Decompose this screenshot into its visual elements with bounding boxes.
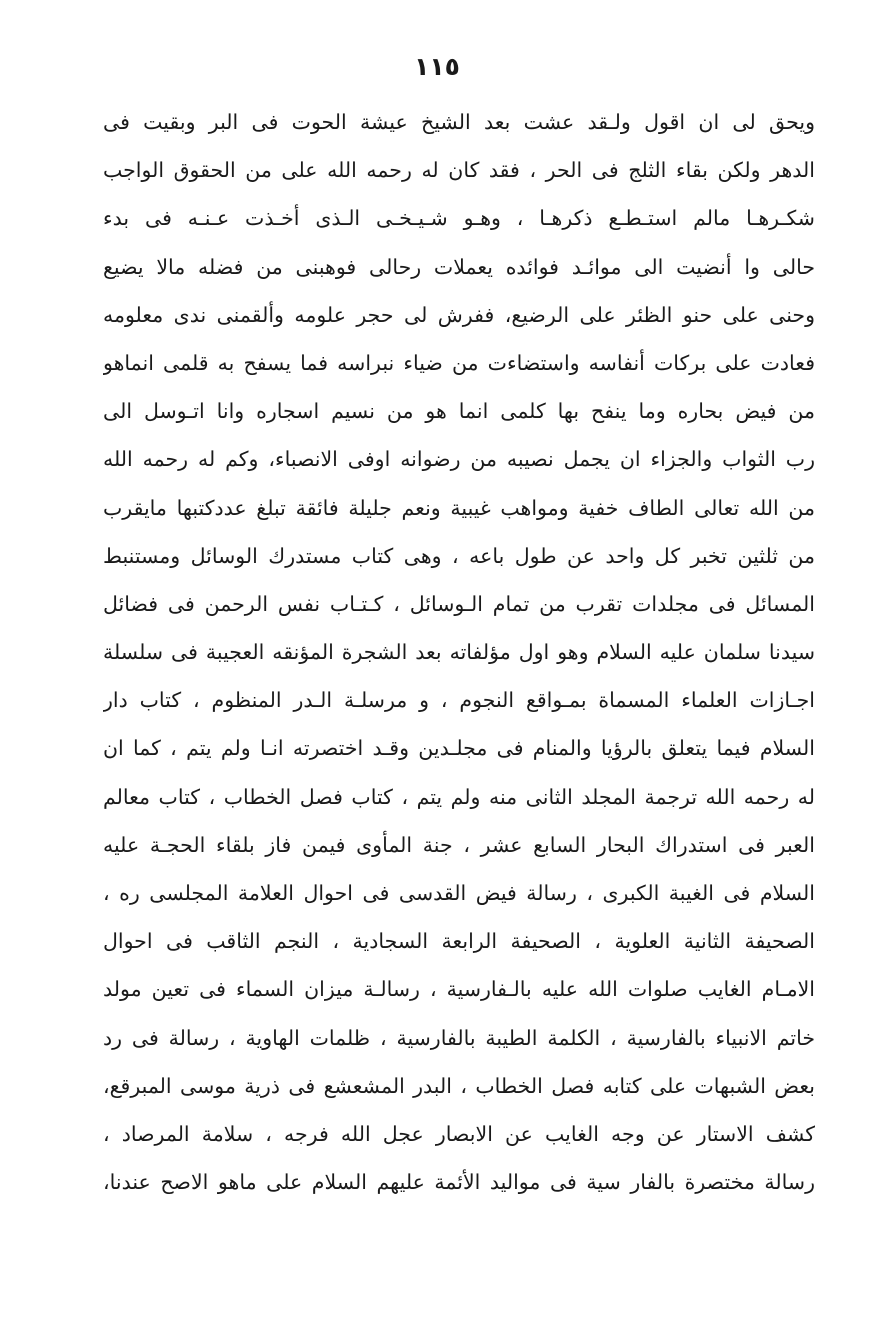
text-line: السلام فى الغيبة الكبرى ، رسالة فيض القدسى فى احوال العلامة المجلسى ره ، <box>103 881 815 905</box>
text-line: الصحيفة الثانية العلوية ، الصحيفة الرابعة السجادية ، النجم الثاقب فى احوال <box>103 929 815 954</box>
text-line: خاتم الانبياء بالفارسية ، الكلمة الطيبة بالفارسية ، ظلمات الهاوية ، رسالة فى رد <box>103 1025 815 1050</box>
text-line: وحنى على حنو الظئر على الرضيع، ففرش لى حجر علومه وألقمنى ندى معلومه <box>103 302 815 327</box>
text-line: الدهر ولكن بقاء الثلج فى الحر ، فقد كان له رحمه الله على من الحقوق الواجب <box>103 158 815 183</box>
text-line: الامـام الغايب صلوات الله عليه بالـفارسية ، رسالـة ميزان السماء فى تعين مولد <box>103 977 815 1002</box>
text-line: من ثلثين تخبر كل واحد عن طول باعه ، وهى كتاب مستدرك الوسائل ومستنبط <box>103 543 815 568</box>
text-line: من فيض بحاره وما ينفح بها كلمى انما هو من نسيم اسجاره وانا اتـوسل الى <box>103 399 815 424</box>
text-line: ويحق لى ان اقول ولـقد عشت بعد الشيخ عيشة الحوت فى البر وبقيت فى <box>103 110 815 134</box>
text-line: بعض الشبهات على كتابه فصل الخطاب ، البدر المشعشع فى ذرية موسى المبرقع، <box>103 1073 815 1098</box>
text-line: من الله تعالى الطاف خفية ومواهب غيبية ونعم جليلة فائقة تبلغ عددكتبها مايقرب <box>103 495 815 520</box>
text-line: اجـازات العلماء المسماة بمـواقع النجوم ، و مرسلـة الـدر المنظوم ، كتاب دار <box>103 688 815 713</box>
body-text <box>103 98 815 1206</box>
page-number: ١١٥ <box>414 52 460 81</box>
text-line: العبر فى استدراك البحار السابع عشر ، جنة المأوى فيمن فاز بلقاء الحجـة عليه <box>103 832 815 857</box>
text-line: حالى وا أنضيت الى موائـد فوائده يعملات رحالى فوهبنى من فضله مالا يضيع <box>103 254 815 279</box>
text-line: كشف الاستار عن وجه الغايب عن الابصار عجل الله فرجه ، سلامة المرصاد ، <box>103 1121 815 1146</box>
text-line: السلام فيما يتعلق بالرؤيا والمنام فى مجلـدين وقـد اختصرته انـا ولم يتم ، كما ان <box>103 736 815 761</box>
text-line: شكـرهـا مالم استـطـع ذكرهـا ، وهـو شـيـخـى الـذى أخـذت عـنـه فى بدء <box>103 206 815 231</box>
text-line: فعادت على بركات أنفاسه واستضاءت من ضياء نبراسه فما يسفح به قلمى انماهو <box>103 350 815 375</box>
text-line: المسائل فى مجلدات تقرب من تمام الـوسائل ، كـتـاب نفس الرحمن فى فضائل <box>103 591 815 616</box>
text-line: رب الثواب والجزاء ان يجمل نصيبه من رضوانه اوفى الانصباء، وكم له رحمه الله <box>103 447 815 472</box>
text-line: سيدنا سلمان عليه السلام وهو اول مؤلفاته بعد الشجرة المؤنقه العجيبة فى سلسلة <box>103 640 815 665</box>
text-line: رسالة مختصرة بالفار سية فى مواليد الأئمة عليهم السلام على ماهو الاصح عندنا، <box>103 1170 815 1195</box>
text-line: له رحمه الله ترجمة المجلد الثانى منه ولم يتم ، كتاب فصل الخطاب ، كتاب معالم <box>103 784 815 809</box>
